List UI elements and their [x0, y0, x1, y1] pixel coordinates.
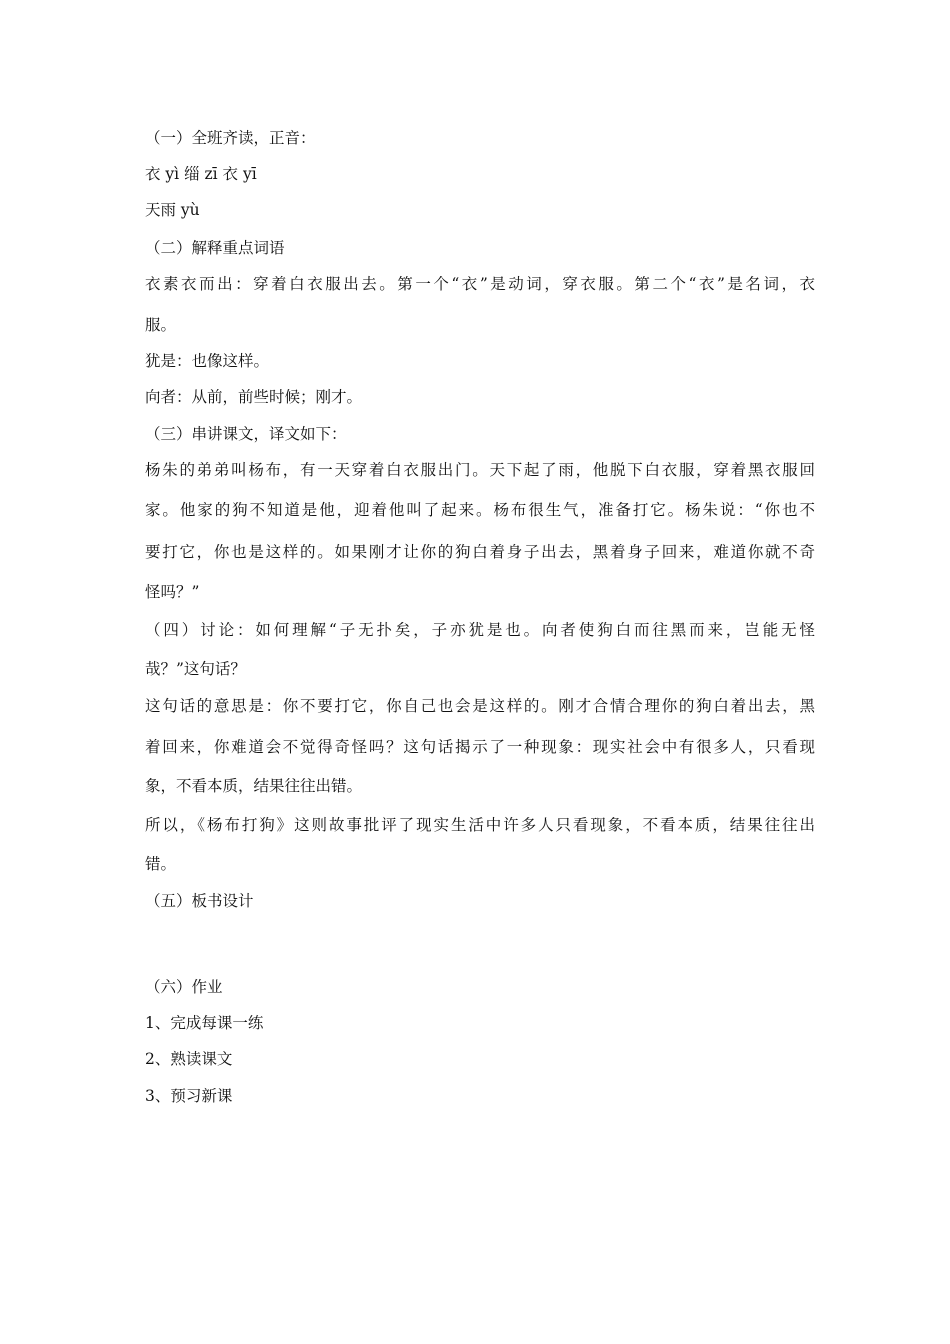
homework-item-3: 3、预习新课	[145, 1087, 233, 1105]
definition-2: 犹是：也像这样。	[145, 352, 270, 370]
discussion-line-3: 象，不看本质，结果往往出错。	[145, 777, 363, 795]
definition-1-line-2: 服。	[145, 316, 177, 334]
translation-line-3: 要打它，你也是这样的。如果刚才让你的狗白着身子出去，黑着身子回来，难道你就不奇	[145, 543, 815, 561]
definition-1-line-1: 衣素衣而出：穿着白衣服出去。第一个“衣”是动词，穿衣服。第二个“衣”是名词，衣	[145, 275, 815, 293]
section-heading-1: （一）全班齐读，正音：	[145, 129, 316, 147]
pinyin-line-2: 天雨 yù	[145, 201, 200, 219]
section-heading-2: （二）解释重点词语	[145, 239, 285, 257]
conclusion-line-2: 错。	[145, 855, 177, 873]
translation-line-4: 怪吗？”	[145, 583, 200, 601]
section-heading-5: （五）板书设计	[145, 892, 254, 910]
translation-line-1: 杨朱的弟弟叫杨布，有一天穿着白衣服出门。天下起了雨，他脱下白衣服，穿着黑衣服回	[145, 461, 815, 479]
section-heading-6: （六）作业	[145, 978, 223, 996]
homework-item-2: 2、熟读课文	[145, 1050, 233, 1068]
homework-item-1: 1、完成每课一练	[145, 1014, 264, 1032]
section-heading-4-line-1: （四）讨论：如何理解“子无扑矣，子亦犹是也。向者使狗白而往黑而来，岂能无怪	[145, 621, 815, 639]
discussion-line-1: 这句话的意思是：你不要打它，你自己也会是这样的。刚才合情合理你的狗白着出去，黑	[145, 697, 815, 715]
translation-line-2: 家。他家的狗不知道是他，迎着他叫了起来。杨布很生气，准备打它。杨朱说：“你也不	[145, 501, 815, 519]
conclusion-line-1: 所以，《杨布打狗》这则故事批评了现实生活中许多人只看现象，不看本质，结果往往出	[145, 816, 815, 834]
section-heading-4-line-2: 哉？”这句话？	[145, 660, 246, 678]
definition-3: 向者：从前，前些时候；刚才。	[145, 388, 363, 406]
section-heading-3: （三）串讲课文，译文如下：	[145, 425, 347, 443]
pinyin-line-1: 衣 yì 缁 zī 衣 yī	[145, 165, 257, 183]
discussion-line-2: 着回来，你难道会不觉得奇怪吗？这句话揭示了一种现象：现实社会中有很多人，只看现	[145, 738, 815, 756]
